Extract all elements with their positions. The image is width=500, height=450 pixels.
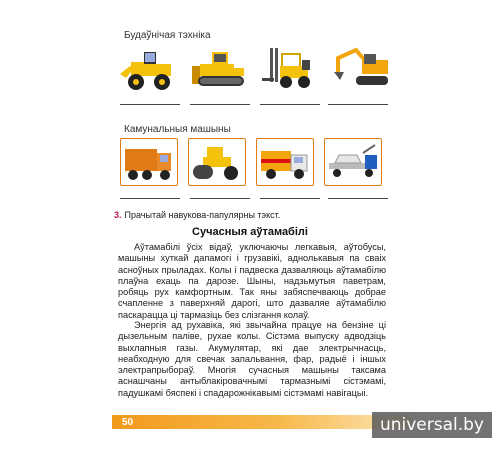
section-label-construction: Будаўнічая тэхніка [124, 30, 211, 41]
section-label-municipal: Камунальныя машыны [124, 124, 231, 135]
answer-line-6[interactable] [190, 198, 250, 199]
excavator-icon [330, 44, 388, 102]
page-number: 50 [122, 417, 134, 428]
tow-truck-frame [324, 138, 382, 186]
municipal-row [116, 138, 388, 196]
task-text: Прачытай навукова-папулярны тэкст. [124, 210, 281, 220]
bulldozer-icon [188, 44, 246, 102]
road-roller-icon [189, 139, 245, 185]
article-title: Сучасныя аўтамабілі [192, 226, 308, 238]
article-paragraph-2: Энергія ад рухавіка, які звычайна працуе на бензіне ці дызельным паліве, рухае колы. Сістэма выпуску адводзіць выхлапныя газы. Акумулятар, які дае электрычнасць, неабходную для свечак запальвання, фар, радыё і іншых электрапрыбораў. Многія сучасныя машыны таксама аснашчаны антыблакіровачнымі тармазнымі сістэмамі, падушкамі бяспекі і спадарожнікавымі сістэмамі навігацыі. [118, 320, 386, 398]
article-paragraph-1: Аўтамабілі ўсіх відаў, уключаючы легкавыя, аўтобусы, машыны хуткай дапамогі і грузавікі, аднолькавыя па сваіх асноўных прыладах. Колы і падвеска дазваляюць аўтамабілю плаўна ехаць па дарозе. Шыны, надзьмутыя паветрам, робяць рух камфортным. Так яны забяспечваюць добрае счапленне з паверхняй дарогі, што дазваляе аўтамабілю паскарацца ці тармазіць без слізгання колаў. [118, 242, 386, 320]
wheel-loader-icon [116, 44, 174, 102]
forklift-icon [260, 44, 318, 102]
task-instruction [114, 210, 280, 220]
tow-truck-icon [325, 139, 381, 185]
emergency-truck-frame [256, 138, 314, 186]
garbage-truck-icon [121, 139, 177, 185]
road-roller-frame [188, 138, 246, 186]
garbage-truck-frame [120, 138, 178, 186]
answer-line-1[interactable] [120, 104, 180, 105]
answer-line-4[interactable] [328, 104, 388, 105]
construction-row [116, 44, 388, 102]
watermark: universal.by [372, 412, 492, 438]
answer-line-5[interactable] [120, 198, 180, 199]
answer-line-2[interactable] [190, 104, 250, 105]
footer-bar [112, 415, 412, 429]
answer-line-8[interactable] [328, 198, 388, 199]
answer-line-7[interactable] [260, 198, 320, 199]
emergency-truck-icon [257, 139, 313, 185]
answer-line-3[interactable] [260, 104, 320, 105]
task-number: 3. [114, 210, 122, 220]
